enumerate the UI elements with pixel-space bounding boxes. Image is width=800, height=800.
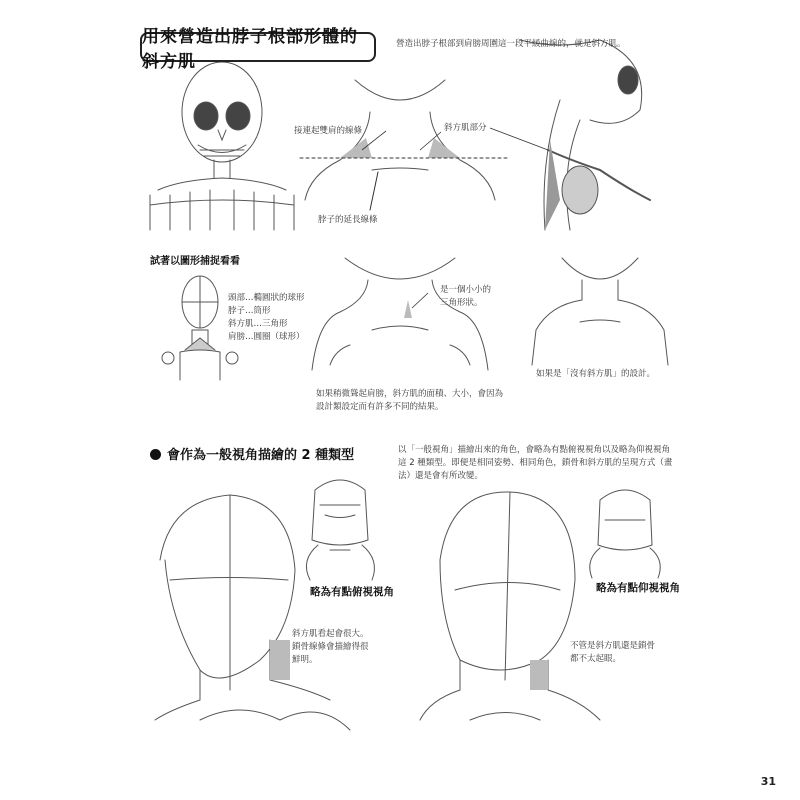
bullet-icon [150, 449, 161, 460]
shapes-illustration [162, 276, 238, 380]
label-upward-view: 略為有點仰視視角 [596, 582, 680, 594]
types-intro: 以「一般視角」描繪出來的角色，會略為有點俯視視角以及略為仰視視角 這 2 種類型。即便是相同姿勢、相同角色，鎖骨和斜方肌的呈現方式（畫 法）還是會有所改變。 [398, 445, 673, 481]
shapes-list-item: 脖子…筒形 [228, 306, 271, 316]
side-anatomy-illustration [520, 40, 650, 230]
page-number: 31 [760, 775, 776, 788]
shapes-list-item: 頭部…橢圓狀的球形 [228, 293, 305, 303]
shapes-list-item: 肩膀…圓圈（球形） [228, 332, 305, 342]
shapes-list [228, 292, 305, 344]
neck-shrug-illustration [312, 258, 488, 370]
neck-no-trapezius-illustration [532, 258, 668, 365]
note-downward: 斜方肌看起會很大。 鎖骨線條會描繪得很 鮮明。 [292, 629, 369, 665]
section-intro: 營造出脖子根部到肩膀周圍這一段平緩曲線的，就是斜方肌。 [396, 39, 626, 49]
label-neck-line: 脖子的延長線條 [318, 215, 378, 225]
label-no-trapezius: 如果是「沒有斜方肌」的設計。 [536, 369, 656, 379]
label-trapezius: 斜方肌部分 [444, 123, 487, 133]
skull-illustration [150, 62, 294, 230]
label-shoulder-line: 接連起雙肩的線條 [294, 126, 363, 136]
head-upward-illustration [420, 492, 600, 720]
shapes-list-item: 斜方肌…三角形 [228, 319, 288, 329]
section-title: 用來營造出脖子根部形體的斜方肌 [140, 32, 376, 62]
types-heading: 會作為一般視角描繪的 2 種類型 [150, 444, 354, 463]
character-downward-illustration [306, 480, 374, 580]
label-triangle: 是一個小小的 三角形狀。 [440, 285, 492, 308]
label-shrug: 如果稍微聳起肩膀，斜方肌的面積、大小，會因為 設計類設定而有許多不同的結果。 [316, 389, 504, 412]
head-downward-illustration [155, 495, 350, 730]
character-upward-illustration [590, 490, 660, 578]
shapes-heading: 試著以圖形捕捉看看 [150, 256, 240, 267]
neck-front-illustration [300, 80, 510, 210]
note-upward: 不管是斜方肌還是鎖骨 都不太起眼。 [570, 641, 656, 664]
label-downward-view: 略為有點俯視視角 [310, 586, 394, 598]
